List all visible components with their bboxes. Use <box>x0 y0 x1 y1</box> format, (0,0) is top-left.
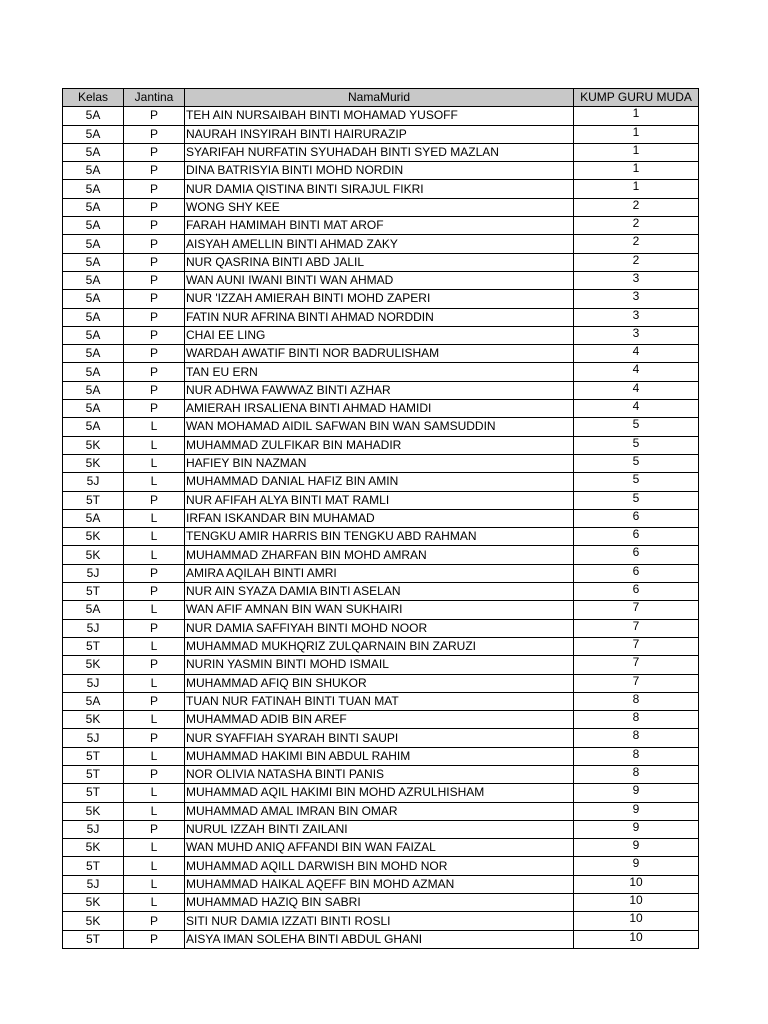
cell-nama-murid: MUHAMMAD AMAL IMRAN BIN OMAR <box>185 802 574 820</box>
table-row <box>63 400 699 418</box>
cell-kump-guru-muda: 8 <box>574 692 699 710</box>
cell-jantina: P <box>124 692 185 710</box>
cell-jantina: L <box>124 875 185 893</box>
cell-nama-murid: NUR SYAFFIAH SYARAH BINTI SAUPI <box>185 729 574 747</box>
cell-nama-murid: WONG SHY KEE <box>185 198 574 216</box>
cell-kelas: 5T <box>63 637 124 655</box>
cell-kelas: 5A <box>63 345 124 363</box>
cell-kelas: 5A <box>63 198 124 216</box>
cell-kelas: 5A <box>63 217 124 235</box>
table-row <box>63 747 699 765</box>
cell-jantina: L <box>124 857 185 875</box>
table-row <box>63 875 699 893</box>
cell-nama-murid: MUHAMMAD HAIKAL AQEFF BIN MOHD AZMAN <box>185 875 574 893</box>
cell-nama-murid: FATIN NUR AFRINA BINTI AHMAD NORDDIN <box>185 308 574 326</box>
cell-jantina: L <box>124 839 185 857</box>
cell-kump-guru-muda: 5 <box>574 436 699 454</box>
cell-kump-guru-muda: 5 <box>574 454 699 472</box>
cell-jantina: L <box>124 418 185 436</box>
cell-kump-guru-muda: 6 <box>574 528 699 546</box>
cell-jantina: L <box>124 711 185 729</box>
cell-kelas: 5K <box>63 839 124 857</box>
cell-kelas: 5J <box>63 729 124 747</box>
cell-jantina: P <box>124 217 185 235</box>
cell-jantina: P <box>124 198 185 216</box>
cell-nama-murid: AMIRA AQILAH BINTI AMRI <box>185 564 574 582</box>
cell-jantina: P <box>124 125 185 143</box>
cell-jantina: P <box>124 326 185 344</box>
cell-jantina: P <box>124 564 185 582</box>
table-row <box>63 418 699 436</box>
table-row <box>63 162 699 180</box>
cell-nama-murid: NAURAH INSYIRAH BINTI HAIRURAZIP <box>185 125 574 143</box>
table-row <box>63 839 699 857</box>
cell-kump-guru-muda: 9 <box>574 802 699 820</box>
student-table <box>62 88 699 949</box>
cell-kump-guru-muda: 7 <box>574 601 699 619</box>
cell-jantina: P <box>124 400 185 418</box>
cell-kump-guru-muda: 4 <box>574 381 699 399</box>
cell-jantina: P <box>124 345 185 363</box>
cell-kump-guru-muda: 6 <box>574 583 699 601</box>
table-row <box>63 802 699 820</box>
table-row <box>63 784 699 802</box>
cell-kump-guru-muda: 5 <box>574 491 699 509</box>
table-row <box>63 363 699 381</box>
cell-jantina: P <box>124 363 185 381</box>
table-body <box>63 107 699 949</box>
cell-kump-guru-muda: 6 <box>574 564 699 582</box>
cell-nama-murid: TENGKU AMIR HARRIS BIN TENGKU ABD RAHMAN <box>185 528 574 546</box>
cell-kelas: 5A <box>63 143 124 161</box>
table-row <box>63 509 699 527</box>
cell-nama-murid: HAFIEY BIN NAZMAN <box>185 454 574 472</box>
cell-kump-guru-muda: 8 <box>574 765 699 783</box>
cell-kump-guru-muda: 6 <box>574 509 699 527</box>
cell-kump-guru-muda: 9 <box>574 820 699 838</box>
table-row <box>63 619 699 637</box>
cell-jantina: L <box>124 747 185 765</box>
cell-kump-guru-muda: 4 <box>574 363 699 381</box>
cell-jantina: L <box>124 436 185 454</box>
cell-nama-murid: MUHAMMAD MUKHQRIZ ZULQARNAIN BIN ZARUZI <box>185 637 574 655</box>
cell-nama-murid: AISYAH AMELLIN BINTI AHMAD ZAKY <box>185 235 574 253</box>
cell-kelas: 5A <box>63 235 124 253</box>
cell-kump-guru-muda: 7 <box>574 674 699 692</box>
table-row <box>63 528 699 546</box>
cell-kelas: 5K <box>63 656 124 674</box>
cell-kelas: 5A <box>63 363 124 381</box>
cell-jantina: L <box>124 601 185 619</box>
cell-jantina: L <box>124 674 185 692</box>
cell-nama-murid: MUHAMMAD HAKIMI BIN ABDUL RAHIM <box>185 747 574 765</box>
cell-jantina: L <box>124 509 185 527</box>
table-row <box>63 125 699 143</box>
cell-kelas: 5A <box>63 180 124 198</box>
table-row <box>63 912 699 930</box>
cell-nama-murid: MUHAMMAD AQILL DARWISH BIN MOHD NOR <box>185 857 574 875</box>
cell-kelas: 5A <box>63 326 124 344</box>
cell-nama-murid: MUHAMMAD ADIB BIN AREF <box>185 711 574 729</box>
cell-kelas: 5K <box>63 454 124 472</box>
cell-jantina: L <box>124 473 185 491</box>
cell-kelas: 5T <box>63 784 124 802</box>
cell-nama-murid: MUHAMMAD ZHARFAN BIN MOHD AMRAN <box>185 546 574 564</box>
table-row <box>63 253 699 271</box>
cell-nama-murid: NURUL IZZAH BINTI ZAILANI <box>185 820 574 838</box>
cell-kelas: 5T <box>63 857 124 875</box>
cell-kelas: 5T <box>63 491 124 509</box>
cell-jantina: P <box>124 729 185 747</box>
table-row <box>63 637 699 655</box>
cell-jantina: P <box>124 381 185 399</box>
cell-kump-guru-muda: 1 <box>574 180 699 198</box>
cell-kelas: 5J <box>63 820 124 838</box>
cell-jantina: P <box>124 820 185 838</box>
cell-kelas: 5A <box>63 692 124 710</box>
cell-nama-murid: AMIERAH IRSALIENA BINTI AHMAD HAMIDI <box>185 400 574 418</box>
header-kelas: Kelas <box>63 89 124 107</box>
cell-kump-guru-muda: 7 <box>574 619 699 637</box>
cell-nama-murid: MUHAMMAD DANIAL HAFIZ BIN AMIN <box>185 473 574 491</box>
cell-jantina: L <box>124 546 185 564</box>
cell-kelas: 5A <box>63 381 124 399</box>
cell-kelas: 5K <box>63 912 124 930</box>
cell-kelas: 5T <box>63 747 124 765</box>
cell-kelas: 5A <box>63 253 124 271</box>
table-row <box>63 381 699 399</box>
cell-nama-murid: NOR OLIVIA NATASHA BINTI PANIS <box>185 765 574 783</box>
header-nama-murid: NamaMurid <box>185 89 574 107</box>
table-row <box>63 857 699 875</box>
cell-kelas: 5T <box>63 583 124 601</box>
cell-jantina: P <box>124 765 185 783</box>
cell-kump-guru-muda: 8 <box>574 729 699 747</box>
cell-jantina: P <box>124 143 185 161</box>
cell-nama-murid: WAN MUHD ANIQ AFFANDI BIN WAN FAIZAL <box>185 839 574 857</box>
cell-kelas: 5K <box>63 711 124 729</box>
table-row <box>63 107 699 125</box>
cell-kump-guru-muda: 7 <box>574 637 699 655</box>
cell-nama-murid: AISYA IMAN SOLEHA BINTI ABDUL GHANI <box>185 930 574 948</box>
cell-kump-guru-muda: 1 <box>574 125 699 143</box>
cell-kump-guru-muda: 1 <box>574 107 699 125</box>
table-row <box>63 711 699 729</box>
table-row <box>63 271 699 289</box>
table-row <box>63 436 699 454</box>
cell-nama-murid: NUR AFIFAH ALYA BINTI MAT RAMLI <box>185 491 574 509</box>
cell-kump-guru-muda: 6 <box>574 546 699 564</box>
table-row <box>63 198 699 216</box>
cell-nama-murid: TAN EU ERN <box>185 363 574 381</box>
table-row <box>63 235 699 253</box>
cell-nama-murid: MUHAMMAD ZULFIKAR BIN MAHADIR <box>185 436 574 454</box>
cell-nama-murid: WAN AFIF AMNAN BIN WAN SUKHAIRI <box>185 601 574 619</box>
cell-kump-guru-muda: 3 <box>574 290 699 308</box>
cell-kump-guru-muda: 2 <box>574 235 699 253</box>
cell-jantina: L <box>124 784 185 802</box>
table-row <box>63 290 699 308</box>
cell-nama-murid: IRFAN ISKANDAR BIN MUHAMAD <box>185 509 574 527</box>
cell-nama-murid: CHAI EE LING <box>185 326 574 344</box>
cell-nama-murid: NUR AIN SYAZA DAMIA BINTI ASELAN <box>185 583 574 601</box>
cell-kelas: 5A <box>63 509 124 527</box>
cell-kump-guru-muda: 5 <box>574 418 699 436</box>
cell-kump-guru-muda: 8 <box>574 711 699 729</box>
cell-kelas: 5A <box>63 601 124 619</box>
table-row <box>63 454 699 472</box>
cell-kelas: 5K <box>63 436 124 454</box>
cell-kump-guru-muda: 1 <box>574 143 699 161</box>
cell-kump-guru-muda: 8 <box>574 747 699 765</box>
cell-kelas: 5T <box>63 765 124 783</box>
table-row <box>63 180 699 198</box>
cell-nama-murid: NUR DAMIA QISTINA BINTI SIRAJUL FIKRI <box>185 180 574 198</box>
student-group-sheet <box>62 88 699 949</box>
table-row <box>63 894 699 912</box>
table-row <box>63 930 699 948</box>
cell-jantina: P <box>124 162 185 180</box>
table-row <box>63 326 699 344</box>
cell-jantina: P <box>124 912 185 930</box>
table-row <box>63 308 699 326</box>
cell-nama-murid: WAN MOHAMAD AIDIL SAFWAN BIN WAN SAMSUDDIN <box>185 418 574 436</box>
cell-kelas: 5T <box>63 930 124 948</box>
cell-kump-guru-muda: 9 <box>574 839 699 857</box>
cell-jantina: L <box>124 637 185 655</box>
cell-kelas: 5A <box>63 107 124 125</box>
cell-jantina: P <box>124 583 185 601</box>
cell-kelas: 5A <box>63 125 124 143</box>
cell-kelas: 5A <box>63 162 124 180</box>
cell-kump-guru-muda: 10 <box>574 875 699 893</box>
cell-kelas: 5K <box>63 802 124 820</box>
cell-jantina: P <box>124 235 185 253</box>
cell-jantina: L <box>124 528 185 546</box>
cell-jantina: P <box>124 180 185 198</box>
cell-jantina: P <box>124 290 185 308</box>
cell-jantina: P <box>124 491 185 509</box>
cell-kump-guru-muda: 9 <box>574 857 699 875</box>
cell-nama-murid: TEH AIN NURSAIBAH BINTI MOHAMAD YUSOFF <box>185 107 574 125</box>
table-row <box>63 674 699 692</box>
cell-kelas: 5A <box>63 418 124 436</box>
cell-jantina: P <box>124 930 185 948</box>
cell-nama-murid: WARDAH AWATIF BINTI NOR BADRULISHAM <box>185 345 574 363</box>
header-jantina: Jantina <box>124 89 185 107</box>
cell-kelas: 5K <box>63 528 124 546</box>
table-row <box>63 692 699 710</box>
cell-kump-guru-muda: 3 <box>574 271 699 289</box>
cell-kump-guru-muda: 7 <box>574 656 699 674</box>
table-row <box>63 564 699 582</box>
cell-jantina: P <box>124 619 185 637</box>
table-row <box>63 765 699 783</box>
cell-kelas: 5J <box>63 875 124 893</box>
cell-kump-guru-muda: 5 <box>574 473 699 491</box>
header-row <box>63 89 699 107</box>
cell-nama-murid: DINA BATRISYIA BINTI MOHD NORDIN <box>185 162 574 180</box>
table-row <box>63 473 699 491</box>
table-row <box>63 491 699 509</box>
table-row <box>63 729 699 747</box>
cell-kelas: 5A <box>63 271 124 289</box>
cell-jantina: L <box>124 894 185 912</box>
cell-nama-murid: NUR ADHWA FAWWAZ BINTI AZHAR <box>185 381 574 399</box>
table-row <box>63 217 699 235</box>
table-row <box>63 546 699 564</box>
cell-kump-guru-muda: 10 <box>574 912 699 930</box>
cell-kelas: 5J <box>63 674 124 692</box>
cell-nama-murid: WAN AUNI IWANI BINTI WAN AHMAD <box>185 271 574 289</box>
cell-nama-murid: SITI NUR DAMIA IZZATI BINTI ROSLI <box>185 912 574 930</box>
cell-kelas: 5A <box>63 400 124 418</box>
cell-kelas: 5J <box>63 619 124 637</box>
cell-kelas: 5K <box>63 894 124 912</box>
cell-jantina: L <box>124 802 185 820</box>
cell-jantina: L <box>124 454 185 472</box>
header-kump-guru-muda: KUMP GURU MUDA <box>574 89 699 107</box>
cell-kump-guru-muda: 3 <box>574 326 699 344</box>
cell-kump-guru-muda: 4 <box>574 400 699 418</box>
cell-nama-murid: NUR QASRINA BINTI ABD JALIL <box>185 253 574 271</box>
table-row <box>63 143 699 161</box>
cell-nama-murid: MUHAMMAD AQIL HAKIMI BIN MOHD AZRULHISHAM <box>185 784 574 802</box>
cell-kelas: 5K <box>63 546 124 564</box>
cell-kelas: 5J <box>63 473 124 491</box>
table-row <box>63 345 699 363</box>
cell-kelas: 5J <box>63 564 124 582</box>
cell-kump-guru-muda: 1 <box>574 162 699 180</box>
cell-nama-murid: MUHAMMAD HAZIQ BIN SABRI <box>185 894 574 912</box>
cell-kelas: 5A <box>63 290 124 308</box>
table-row <box>63 820 699 838</box>
cell-kump-guru-muda: 9 <box>574 784 699 802</box>
cell-jantina: P <box>124 271 185 289</box>
cell-kump-guru-muda: 4 <box>574 345 699 363</box>
cell-nama-murid: NUR 'IZZAH AMIERAH BINTI MOHD ZAPERI <box>185 290 574 308</box>
table-row <box>63 656 699 674</box>
cell-nama-murid: MUHAMMAD AFIQ BIN SHUKOR <box>185 674 574 692</box>
cell-kump-guru-muda: 2 <box>574 217 699 235</box>
cell-kump-guru-muda: 10 <box>574 930 699 948</box>
cell-nama-murid: TUAN NUR FATINAH BINTI TUAN MAT <box>185 692 574 710</box>
table-row <box>63 601 699 619</box>
cell-nama-murid: SYARIFAH NURFATIN SYUHADAH BINTI SYED MAZLAN <box>185 143 574 161</box>
cell-kelas: 5A <box>63 308 124 326</box>
cell-kump-guru-muda: 2 <box>574 198 699 216</box>
cell-nama-murid: NUR DAMIA SAFFIYAH BINTI MOHD NOOR <box>185 619 574 637</box>
cell-jantina: P <box>124 253 185 271</box>
cell-kump-guru-muda: 2 <box>574 253 699 271</box>
cell-nama-murid: NURIN YASMIN BINTI MOHD ISMAIL <box>185 656 574 674</box>
cell-jantina: P <box>124 107 185 125</box>
cell-jantina: P <box>124 656 185 674</box>
cell-kump-guru-muda: 10 <box>574 894 699 912</box>
table-row <box>63 583 699 601</box>
cell-nama-murid: FARAH HAMIMAH BINTI MAT AROF <box>185 217 574 235</box>
cell-kump-guru-muda: 3 <box>574 308 699 326</box>
cell-jantina: P <box>124 308 185 326</box>
